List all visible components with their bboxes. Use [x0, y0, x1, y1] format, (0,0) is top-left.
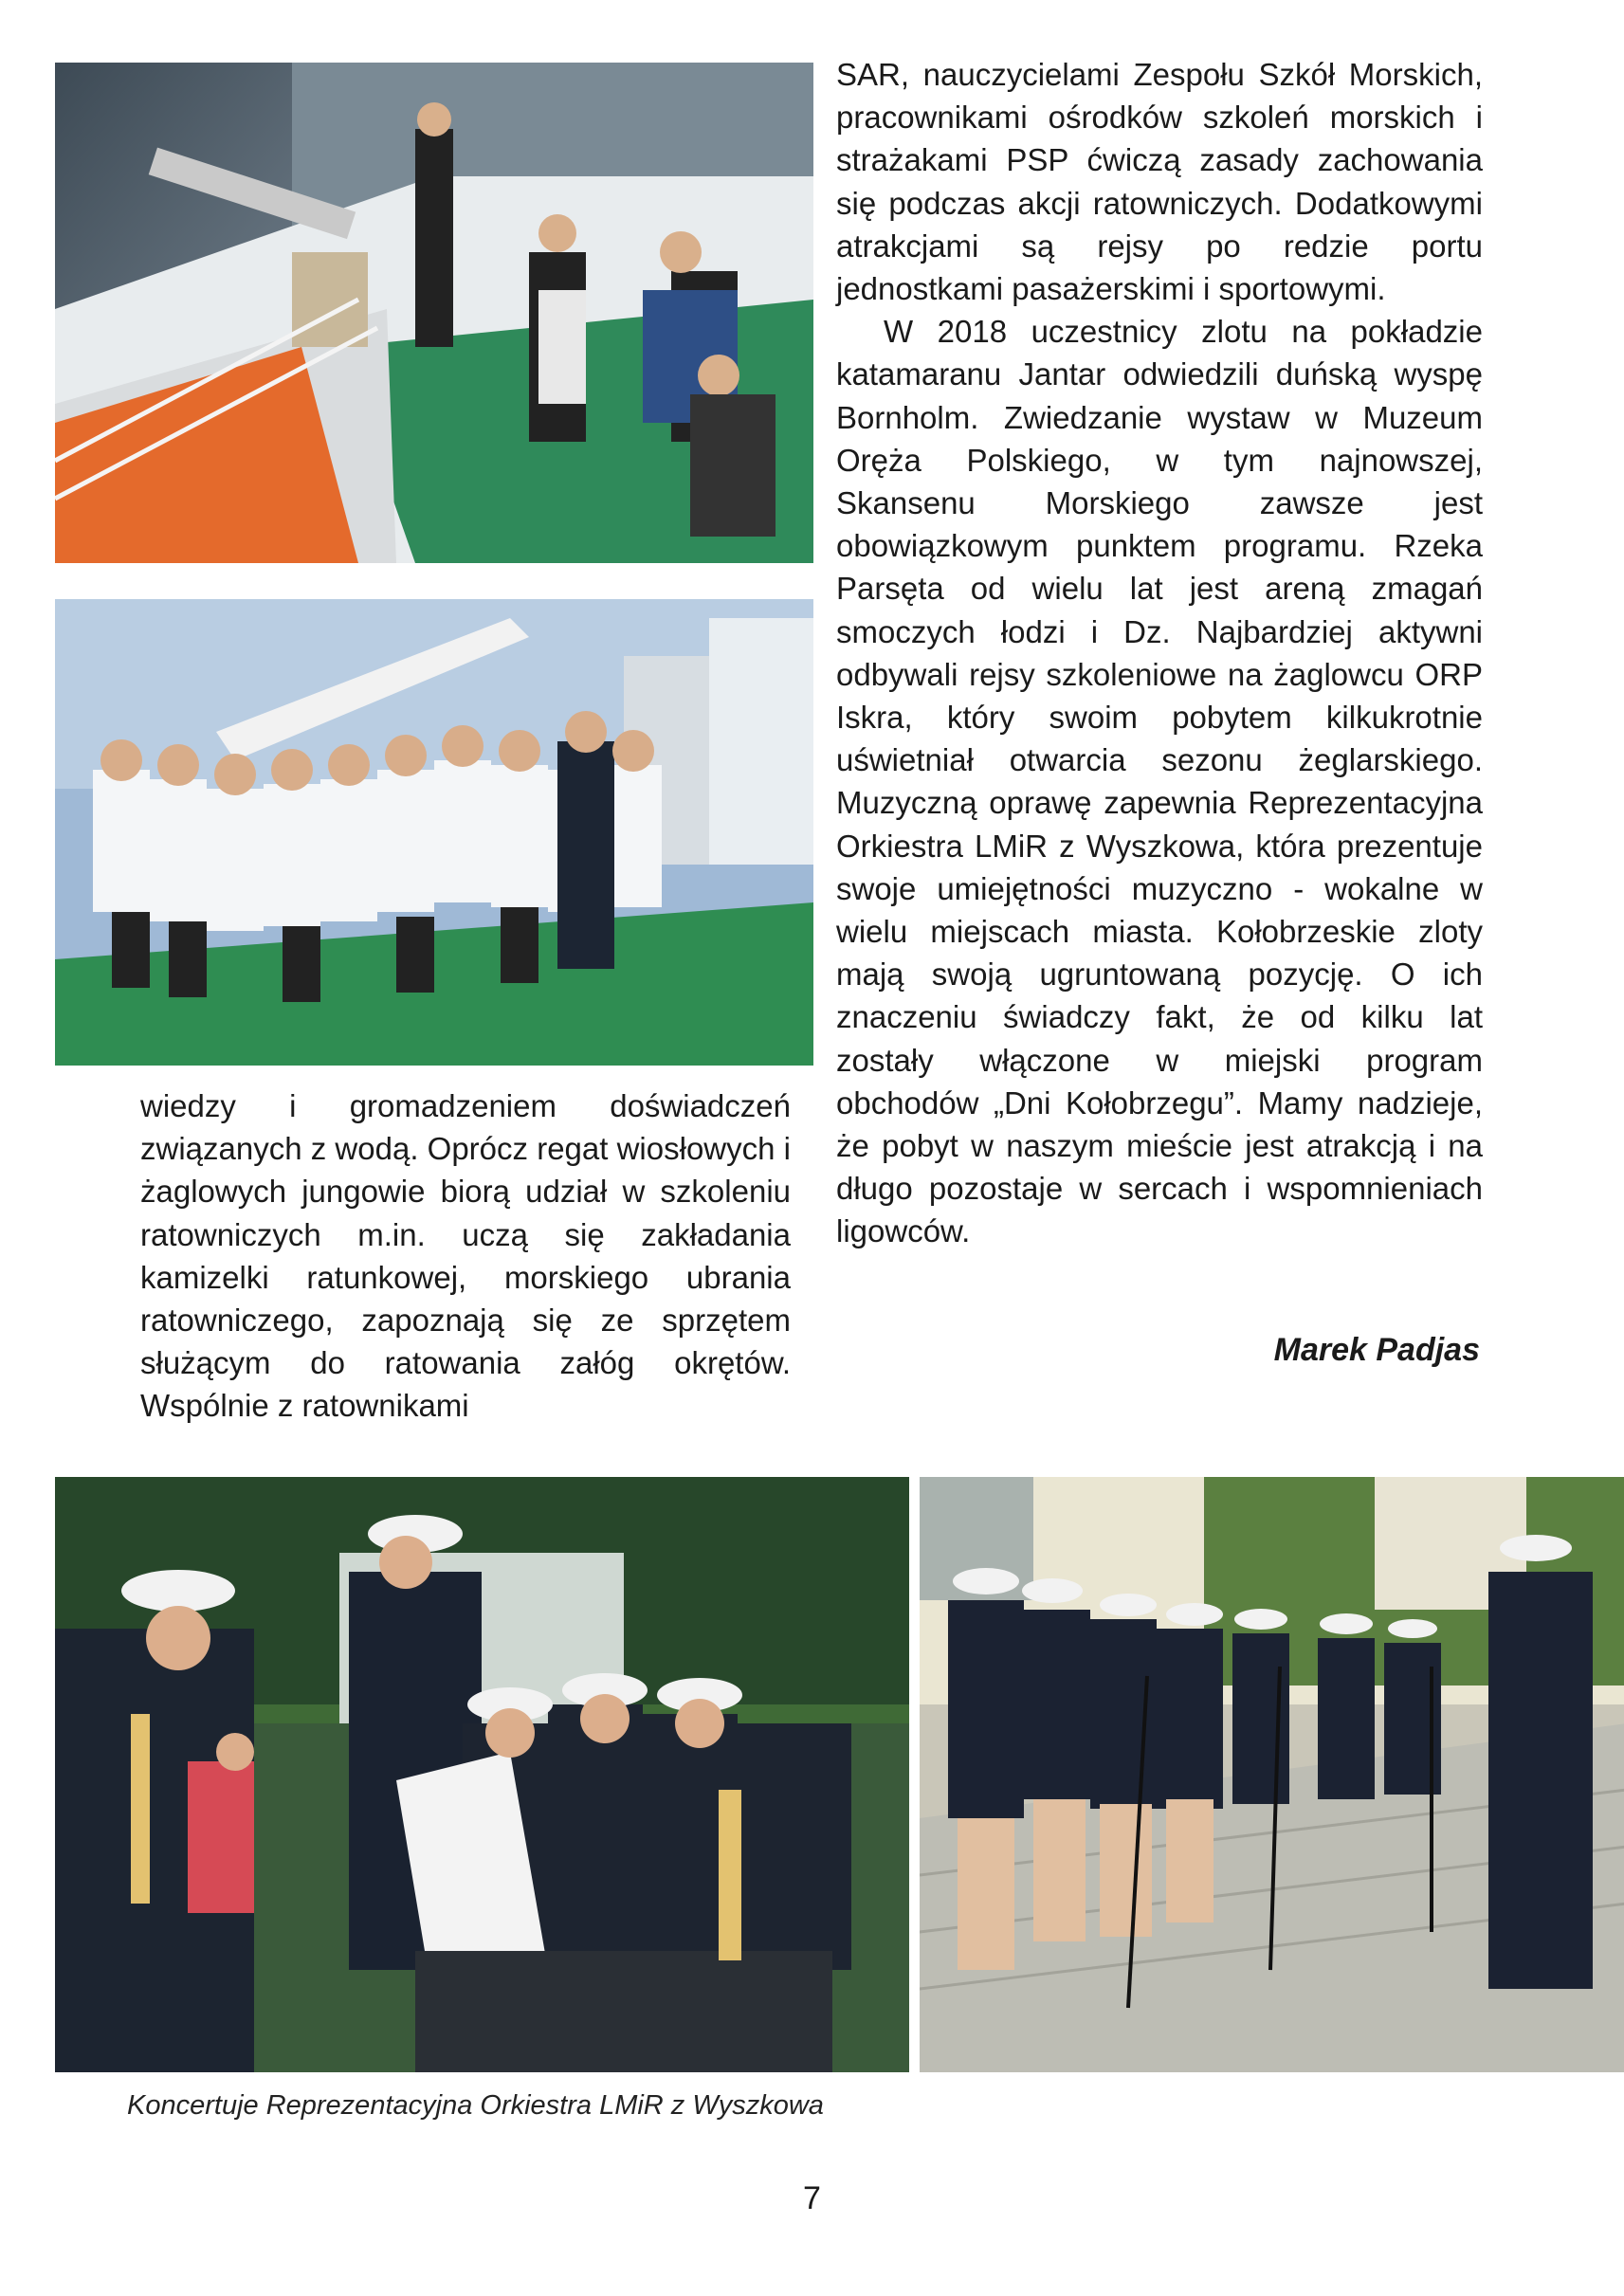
author-signature: Marek Padjas [1273, 1332, 1480, 1368]
photo-ship-deck [55, 63, 813, 563]
photo-orchestra-left [55, 1477, 909, 2072]
orchestra-right-image [920, 1477, 1624, 2072]
photo-group [55, 599, 813, 1066]
group-image [55, 599, 813, 1066]
photo-orchestra-right [920, 1477, 1624, 2072]
orchestra-left-image [55, 1477, 909, 2072]
paragraph: SAR, nauczycielami Zespołu Szkół Morskich, pracownikami ośrodków szkoleń morskich i strażakami PSP ćwiczą zasady zachowania się podczas akcji ratowniczych. Dodatkowymi atrakcjami są rejsy po redzie portu jednostkami pasażerskimi i sportowymi. [836, 57, 1483, 307]
photo-caption: Koncertuje Reprezentacyjna Orkiestra LMiR z Wyszkowa [127, 2090, 824, 2121]
ship-deck-image [55, 63, 813, 563]
page-number: 7 [803, 2180, 821, 2216]
paragraph: W 2018 uczestnicy zlotu na pokładzie katamaranu Jantar odwiedzili duńską wyspę Bornholm. Zwiedzanie wystaw w Muzeum Oręża Polskiego, w tym najnowszej, Skansenu Morskiego zawsze jest obowiązkowym punktem programu. Rzeka Parsęta od wielu lat jest areną zmagań smoczych łodzi i Dz. Najbardziej aktywni odbywali rejsy szkoleniowe na żaglowcu ORP Iskra, który swoim pobytem kilkukrotnie uświetniał otwarcia sezonu żeglarskiego. Muzyczną oprawę zapewnia Reprezentacyjna Orkiestra LMiR z Wyszkowa, która prezentuje swoje umiejętności muzyczno - wokalne w wielu miejscach miasta. Kołobrzeskie zloty mają swoją ugruntowaną pozycję. O ich znaczeniu świadczy fakt, że od kilku lat zostały włączone w miejski program obchodów „Dni Kołobrzegu”. Mamy nadzieje, że pobyt w naszym mieście jest atrakcją i na długo pozostaje w sercach i wspomnieniach ligowców. [836, 314, 1483, 1249]
text-column-right [836, 53, 1483, 1253]
text-column-left [140, 1084, 791, 1428]
paragraph: wiedzy i gromadzeniem doświadczeń związanych z wodą. Oprócz regat wiosłowych i żaglowych jungowie biorą udział w szkoleniu ratowniczych m.in. uczą się zakładania kamizelki ratunkowej, morskiego ubrania ratowniczego, zapoznają się ze sprzętem służącym do ratowania załóg okrętów. Wspólnie z ratownikami [140, 1088, 791, 1424]
